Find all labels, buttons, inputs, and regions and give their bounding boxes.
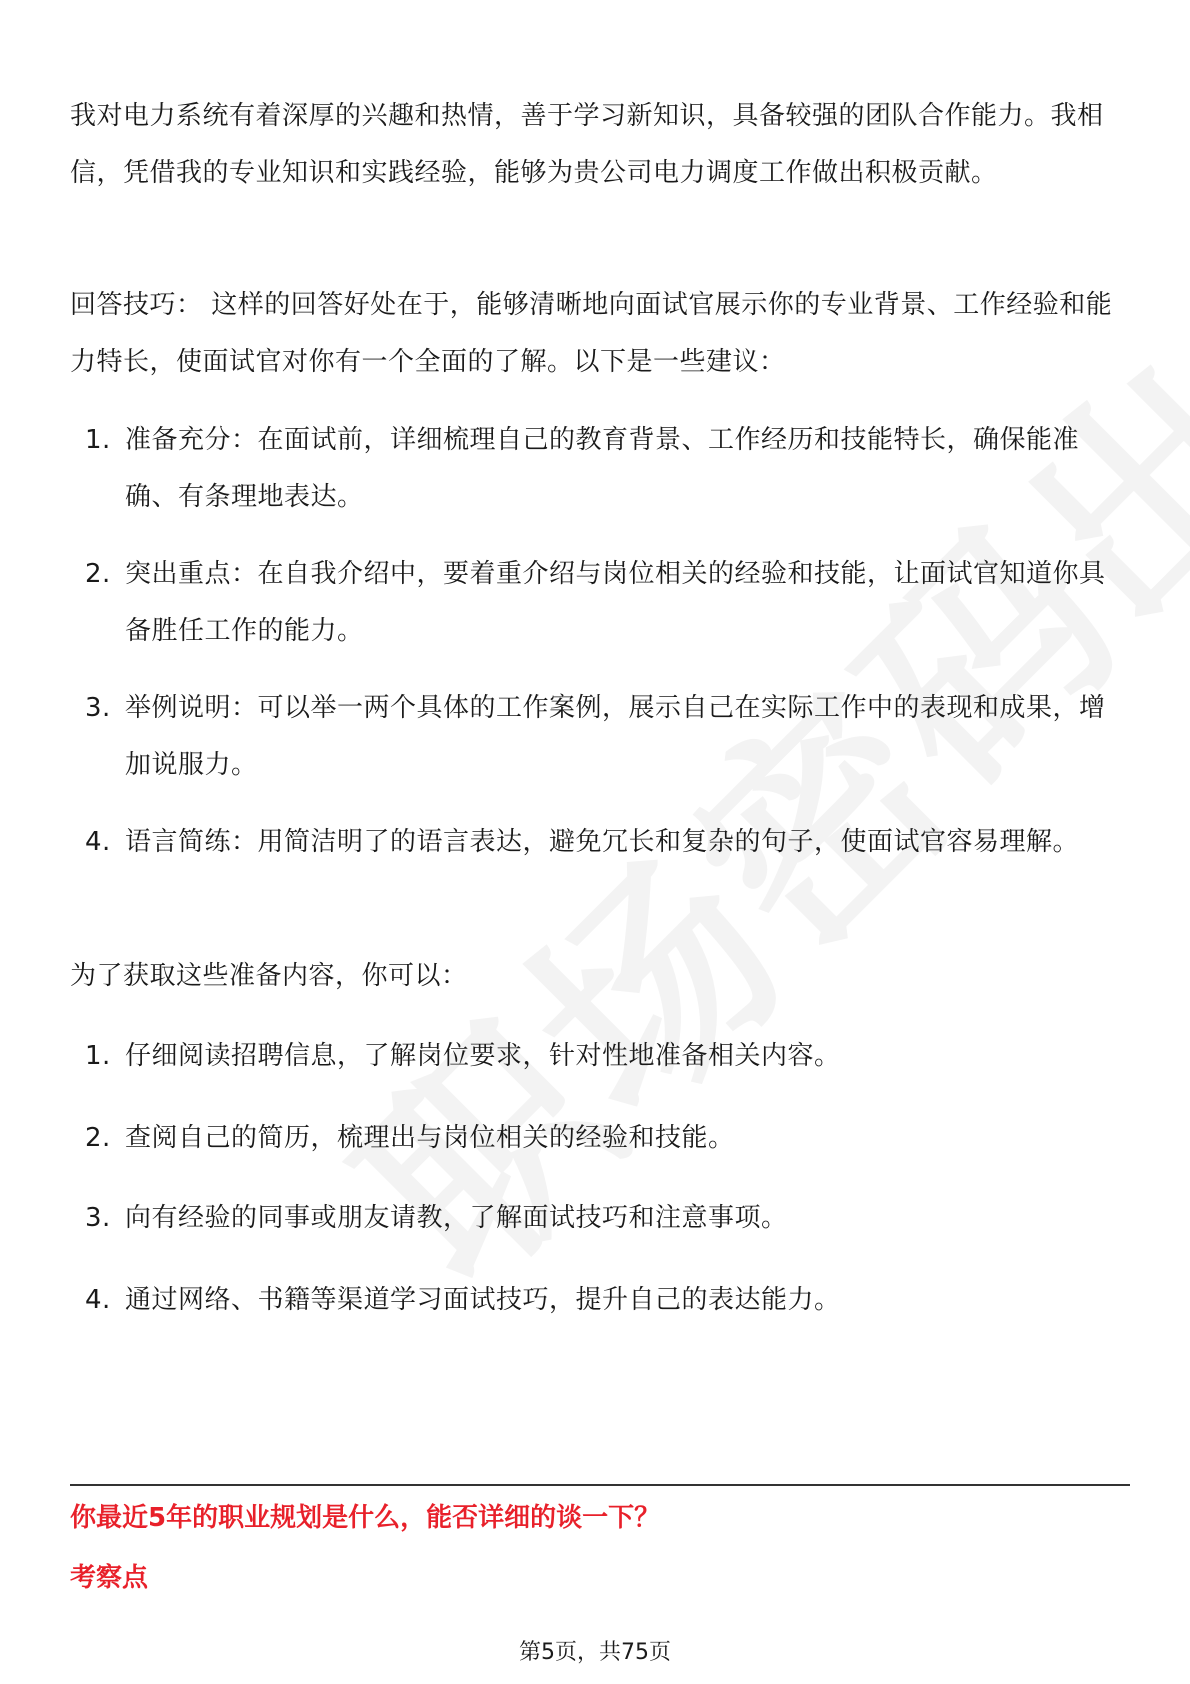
section-divider — [70, 1484, 1130, 1486]
prep-intro: 为了获取这些准备内容，你可以： — [70, 961, 468, 991]
suggestion-text: 语言简练：用简洁明了的语言表达，避免冗长和复杂的句子，使面试官容易理解。 — [125, 827, 1080, 857]
list-number: 1. — [85, 425, 111, 455]
prep-step-item — [70, 1028, 1130, 1085]
list-number: 2. — [85, 559, 111, 589]
prep-step-item — [70, 1272, 1130, 1329]
question-heading: 你最近5年的职业规划是什么，能否详细的谈一下？ — [70, 1503, 661, 1533]
list-number: 3. — [85, 693, 111, 723]
prep-step-item — [70, 1110, 1130, 1167]
list-number: 2. — [85, 1123, 111, 1153]
intro-paragraph: 我对电力系统有着深厚的兴趣和热情，善于学习新知识，具备较强的团队合作能力。我相信，凭借我的专业知识和实践经验，能够为贵公司电力调度工作做出积极贡献。 — [70, 101, 1104, 188]
list-number: 4. — [85, 827, 111, 857]
list-number: 1. — [85, 1041, 111, 1071]
prep-step-text: 向有经验的同事或朋友请教，了解面试技巧和注意事项。 — [125, 1203, 788, 1233]
prep-step-item — [70, 1190, 1130, 1247]
suggestion-item — [70, 814, 1130, 871]
prep-step-text: 仔细阅读招聘信息，了解岗位要求，针对性地准备相关内容。 — [125, 1041, 841, 1071]
suggestion-item — [70, 412, 1130, 526]
suggestion-text: 准备充分：在面试前，详细梳理自己的教育背景、工作经历和技能特长，确保能准确、有条理地表达。 — [125, 425, 1080, 512]
page-footer: 第5页，共75页 — [519, 1640, 671, 1665]
suggestion-text: 突出重点：在自我介绍中，要着重介绍与岗位相关的经验和技能，让面试官知道你具备胜任工作的能力。 — [125, 559, 1106, 646]
list-number: 3. — [85, 1203, 111, 1233]
prep-step-text: 通过网络、书籍等渠道学习面试技巧，提升自己的表达能力。 — [125, 1285, 841, 1315]
section-subheading: 考察点 — [70, 1563, 149, 1593]
suggestion-item — [70, 680, 1130, 794]
prep-step-text: 查阅自己的简历，梳理出与岗位相关的经验和技能。 — [125, 1123, 735, 1153]
suggestion-text: 举例说明：可以举一两个具体的工作案例，展示自己在实际工作中的表现和成果，增加说服力。 — [125, 693, 1106, 780]
tips-paragraph: 回答技巧： 这样的回答好处在于，能够清晰地向面试官展示你的专业背景、工作经验和能力特长，使面试官对你有一个全面的了解。以下是一些建议： — [70, 290, 1113, 377]
suggestion-item — [70, 546, 1130, 660]
list-number: 4. — [85, 1285, 111, 1315]
